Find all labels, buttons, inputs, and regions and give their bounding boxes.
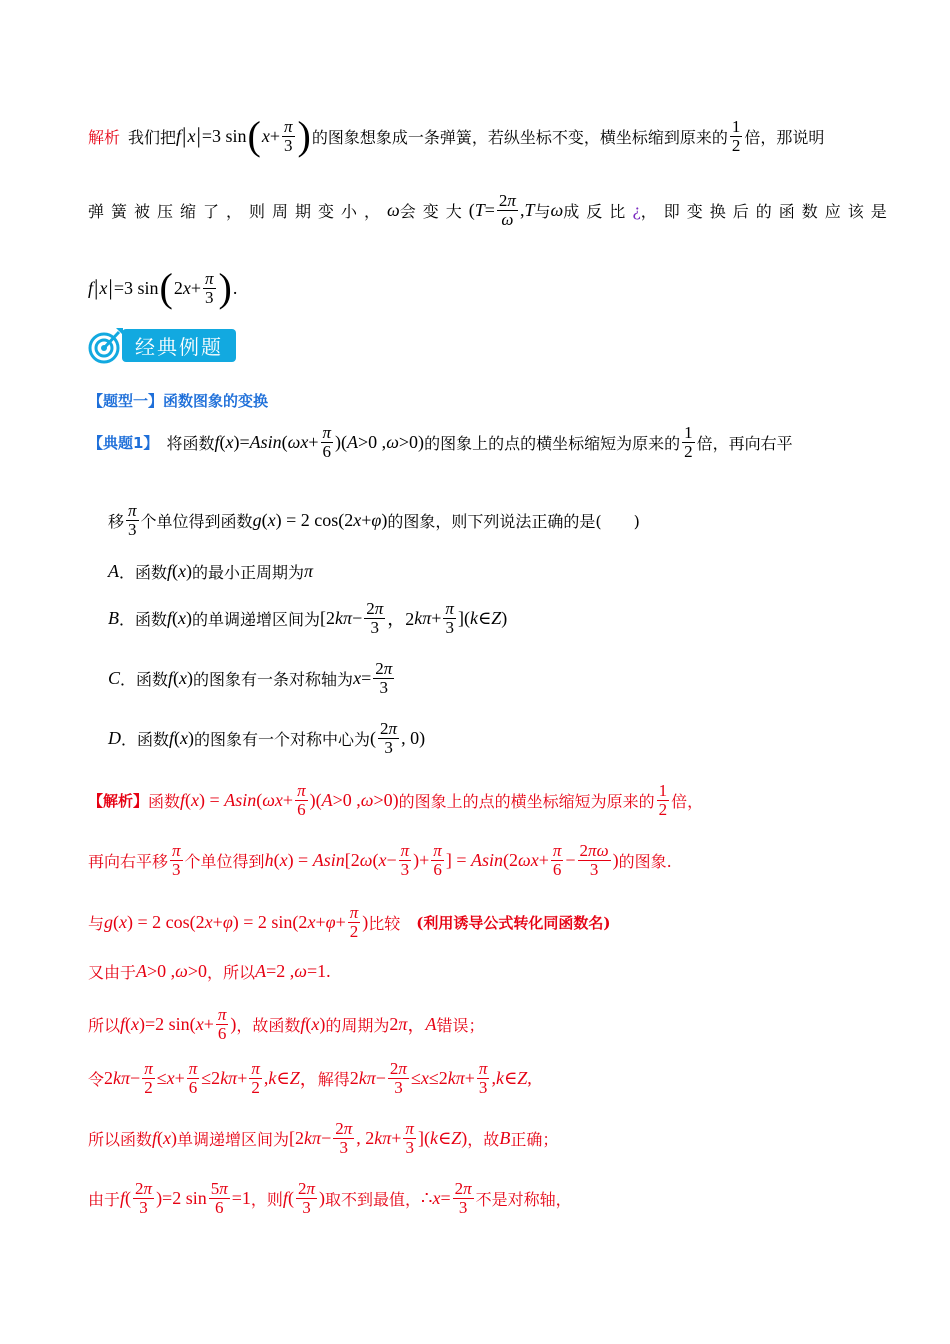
solution-line-8: 由于 f ( $\frac{2\pi}{3}$ )=2 sin $\frac{5\pi}{6}$ =1 ，则 f ( $\frac{2\pi}{3}$ ) 取不到最值， ∴ x = $\frac{2\pi}{3}$ 不是对称轴， (88, 1179, 572, 1217)
example-text: 的图象上的点的横坐标缩短为原来的 (424, 433, 681, 453)
solution-text: 取不到最值， (324, 1189, 421, 1209)
example-line-2: 移 $\frac{\pi}{3}$ 个单位得到函数 g ( x ) = 2 cos(2 x + φ ) 的图象，则下列说法正确的是( ) (108, 501, 640, 539)
solution-line-6: 令 2 kπ − $\frac{\pi}{2}$ ≤ x + $\frac{\pi}{6}$ ≤2 kπ + $\frac{\pi}{2}$ , k ∈ Z ， 解得 2 kπ − $\frac{2\pi}{3}$ ≤ x ≤2 kπ + $\frac{\pi}{3}$ , k ∈ Z , (88, 1059, 532, 1097)
option-letter: D (108, 727, 121, 748)
intro-label: 解析 (88, 127, 121, 147)
solution-text: ，故 (467, 1129, 500, 1149)
option-text: 的图象有一个对称中心为 (194, 729, 371, 749)
example-text: 倍，再向右平 (696, 433, 793, 453)
option-letter: C (108, 667, 121, 688)
option-text: ．函数 (121, 729, 170, 749)
solution-line-1: 【解析】 函数 f ( x ) = Asin ( ωx + $\frac{\pi}{6}$ )( A >0 , ω >0) 的图象上的点的横坐标缩短为原来的 $\frac{1}{2}$ 倍， (88, 781, 704, 819)
math-expr: f (176, 125, 182, 146)
solution-text: 由于 (88, 1189, 121, 1209)
solution-text: 再向右平移 (88, 851, 169, 871)
solution-text: 正确； (510, 1129, 559, 1149)
solution-text: ，所以 (207, 963, 256, 982)
solution-text: 的图象. (618, 851, 672, 871)
option-text: ．函数 (119, 609, 168, 629)
intro-line-2: 弹簧被压缩了，则周期变小， ω 会变大 ( T = $\frac{2\pi}{\omega}$ , T 与 ω 成反比 ¿ ，即变换后的函数应该是 (88, 191, 894, 229)
example-line-1: 【典题1】 将函数 f ( x )= Asin ( ωx + $\frac{\pi}{6}$ )( A >0 , ω >0) 的图象上的点的横坐标缩短为原来的 $\frac{1}{2}$ 倍，再向右平 (88, 423, 793, 461)
solution-text: 解得 (317, 1069, 350, 1089)
solution-label: 【解析】 (88, 791, 149, 810)
solution-text: 单调递增区间为 (177, 1129, 290, 1149)
solution-line-4: 又由于 A >0 , ω >0 ，所以 A =2 , ω =1. (88, 961, 331, 982)
option-text: ．函数 (119, 563, 168, 582)
solution-line-7: 所以函数 f ( x ) 单调递增区间为 [2 kπ − $\frac{2\pi}{3}$ , 2 kπ + $\frac{\pi}{3}$ ]( k ∈ Z ) ，故 B 正确； (88, 1119, 559, 1157)
solution-text: 的图象上的点的横坐标缩短为原来的 (398, 791, 655, 811)
intro-text: 我们把 (128, 127, 177, 147)
intro-text: 与 (534, 201, 551, 221)
option-text: ．函数 (120, 669, 169, 689)
option-b[interactable]: B ．函数 f ( x ) 的单调递增区间为 [2 kπ − $\frac{2\pi}{3}$ ，2 kπ + $\frac{\pi}{3}$ ]( k ∈ Z ) (108, 599, 508, 637)
intro-text: ，即变换后的函数应该是 (640, 201, 894, 221)
solution-text: 倍， (671, 791, 704, 811)
solution-text: ，故函数 (236, 1015, 301, 1035)
section-title-line (88, 390, 862, 411)
option-text: 的图象有一条对称轴为 (193, 669, 354, 689)
intro-text: 会变大 (399, 201, 469, 221)
solution-text: 函数 (148, 791, 181, 811)
option-a[interactable]: A ．函数 f ( x ) 的最小正周期为 π (108, 561, 314, 582)
intro-line-3: f | x | =3 sin ( 2 x + $\frac{\pi}{3}$ ) . (88, 265, 238, 310)
example-text: 将函数 (166, 433, 215, 453)
solution-text: 的周期为 (325, 1015, 390, 1035)
intro-symbol: ¿ (632, 200, 641, 220)
target-arrow-icon (88, 326, 124, 366)
solution-text: 不是对称轴， (475, 1189, 572, 1209)
option-letter: B (108, 607, 119, 628)
intro-text: 弹簧被压缩了，则周期变小， (88, 201, 388, 221)
option-text: 的单调递增区间为 (192, 609, 321, 629)
intro-line-1: 解析 我们把 f | x | =3 sin ( x + $\frac{\pi}{3}$ ) 的图象想象成一条弹簧，若纵坐标不变，横坐标缩到原来的 $\frac{1}{2}$ 倍，那说明 (88, 113, 825, 158)
solution-text: 所以函数 (88, 1129, 153, 1149)
section-title: 【题型一】函数图象的变换 (88, 392, 269, 410)
intro-text: 的图象想象成一条弹簧，若纵坐标不变，横坐标缩到原来的 (311, 127, 728, 147)
solution-text: ，则 (250, 1189, 283, 1209)
intro-text: 倍，那说明 (744, 127, 825, 147)
solution-text: 错误； (436, 1015, 485, 1035)
solution-text: 令 (88, 1069, 105, 1089)
option-c[interactable]: C ．函数 f ( x ) 的图象有一条对称轴为 x = $\frac{2\pi}{3}$ (108, 659, 393, 697)
solution-line-3: 与 g ( x ) = 2 cos(2 x + φ ) = 2 sin(2 x + φ + $\frac{\pi}{2}$ ) 比较 (利用诱导公式转化同函数名) (88, 903, 611, 941)
badge-title: 经典例题 (122, 329, 236, 362)
solution-note: (利用诱导公式转化同函数名) (416, 913, 611, 932)
solution-text: 又由于 (88, 963, 137, 982)
solution-text: 所以 (88, 1015, 121, 1035)
solution-text: 个单位得到 (184, 851, 265, 871)
solution-line-2: 再向右平移 $\frac{\pi}{3}$ 个单位得到 h ( x ) = Asin [2 ω ( x − $\frac{\pi}{3}$ )+ $\frac{\pi}{6}$ ] = Asin (2 ωx + $\frac{\pi}{6}$ − $\frac{2\pi\omega}{3}$ ) 的图象. (88, 841, 672, 879)
solution-line-5: 所以 f ( x )=2 sin( x + $\frac{\pi}{6}$ ) ，故函数 f ( x ) 的周期为 2 π ， A 错误； (88, 1005, 485, 1043)
example-label: 【典题1】 (88, 433, 159, 452)
example-text: 的图象，则下列说法正确的是( ) (387, 511, 640, 531)
example-text: 个单位得到函数 (140, 511, 253, 531)
intro-text: 成反比 (563, 201, 633, 221)
solution-text: 与 (88, 913, 105, 933)
option-text: 的最小正周期为 (192, 563, 305, 582)
solution-text: 比较 (368, 913, 401, 933)
option-d[interactable]: D ．函数 f ( x ) 的图象有一个对称中心为 ( $\frac{2\pi}{3}$ , 0) (108, 719, 426, 757)
example-text: 移 (108, 511, 125, 531)
section-badge (88, 326, 238, 366)
option-letter: A (108, 561, 119, 581)
